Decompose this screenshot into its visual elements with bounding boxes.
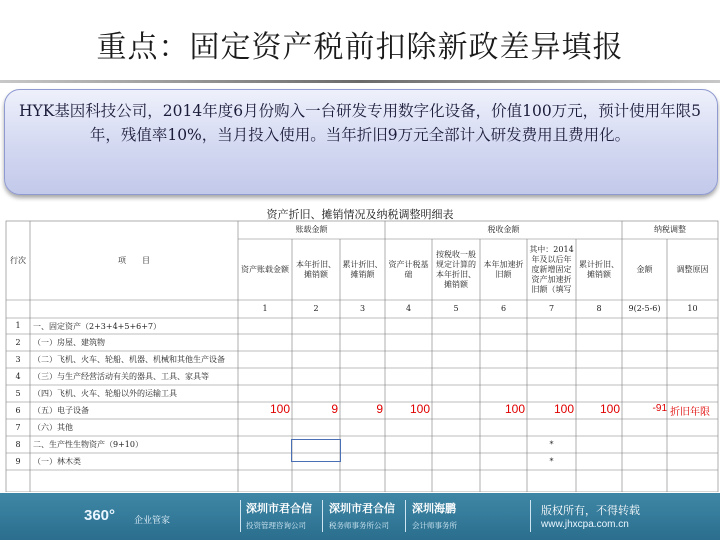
- colnum-10: 10: [687, 304, 698, 313]
- subheader-book-value: 资产账载金额: [241, 264, 289, 274]
- subheader-adjust-amount: 金额: [636, 264, 653, 274]
- cell-tax-basis[interactable]: 100: [409, 402, 430, 416]
- row-number: 8: [15, 439, 21, 449]
- header-row-number: 行次: [10, 255, 26, 265]
- partner-subtitle: 投资管理咨询公司: [246, 521, 306, 530]
- star-marker: *: [549, 439, 554, 449]
- header-book-amount: 账载金额: [295, 225, 328, 234]
- colnum-8: 8: [596, 304, 602, 313]
- row-label: （六）其他: [33, 423, 73, 432]
- logo-text: 360°: [84, 507, 116, 524]
- cell-tax-accumulated[interactable]: 100: [599, 402, 620, 416]
- cell-book-accumulated[interactable]: 9: [376, 402, 383, 416]
- cell-book-depreciation[interactable]: 9: [331, 402, 338, 416]
- header-tax-adjust: 纳税调整: [654, 225, 686, 234]
- subheader-tax-accumulated: 累计折旧、摊销额: [579, 259, 619, 279]
- row-label: 一、固定资产（2+3+4+5+6+7）: [33, 322, 162, 331]
- copyright-notice: 版权所有，不得转载: [541, 504, 640, 517]
- company-logo[interactable]: [84, 507, 115, 524]
- cell-adjust-reason[interactable]: 折旧年限: [670, 407, 710, 418]
- colnum-3: 3: [359, 304, 366, 313]
- partner-name[interactable]: 深圳市君合信: [246, 502, 312, 515]
- row-number: 5: [15, 388, 21, 398]
- row-number: 3: [15, 354, 21, 364]
- footer-separator: [322, 500, 323, 532]
- selected-cell[interactable]: [291, 439, 341, 462]
- row-number: 4: [15, 371, 21, 381]
- row-number: 2: [15, 337, 21, 347]
- logo-subtitle: 企业管家: [134, 516, 171, 526]
- footer-separator: [240, 500, 241, 532]
- cell-accelerated[interactable]: 100: [504, 402, 525, 416]
- row-number: 1: [15, 321, 21, 330]
- colnum-5: 5: [453, 304, 459, 313]
- partner-name[interactable]: 深圳海鹏: [412, 502, 456, 515]
- slide-title: 重点：固定资产税前扣除新政差异填报: [96, 30, 624, 65]
- colnum-7: 7: [548, 304, 555, 313]
- cell-adjust-amount[interactable]: -91: [652, 403, 667, 414]
- subheader-adjust-reason: 调整原因: [676, 264, 709, 274]
- colnum-2: 2: [313, 304, 319, 313]
- website-link[interactable]: www.jhxcpa.com.cn: [541, 519, 629, 530]
- subheader-tax-basis: 资产计税基础: [388, 259, 429, 279]
- cell-book-value[interactable]: 100: [269, 402, 290, 416]
- partner-subtitle: 税务师事务所公司: [329, 521, 389, 530]
- row-label: （一）房屋、建筑物: [33, 338, 105, 347]
- footer-separator: [530, 500, 531, 532]
- row-label: 二、生产性生物资产（9+10）: [33, 440, 143, 449]
- subheader-book-accumulated: 累计折旧、摊销额: [342, 259, 383, 279]
- callout-text: HYK基因科技公司，2014年度6月份购入一台研发专用数字化设备，价值100万元，预计使用年限5年，残值率10%，当月投入使用。当年折旧9万元全部计入研发费用且费用化。: [18, 102, 702, 144]
- spreadsheet[interactable]: [0, 202, 720, 492]
- header-item: 项 目: [118, 255, 150, 265]
- row-label: （五）电子设备: [33, 406, 89, 415]
- row-label: （三）与生产经营活动有关的器具、工具、家具等: [33, 372, 209, 381]
- subheader-general-depreciation: 按税收一般规定计算的本年折旧、摊销额: [436, 249, 476, 289]
- sheet-caption: 资产折旧、摊销情况及纳税调整明细表: [266, 208, 454, 221]
- colnum-6: 6: [500, 304, 507, 313]
- cell-2014-accelerated[interactable]: 100: [553, 402, 574, 416]
- header-tax-amount: 税收金额: [487, 225, 520, 234]
- row-label: （四）飞机、火车、轮船以外的运输工具: [33, 389, 177, 398]
- row-label: （二）飞机、火车、轮船、机器、机械和其他生产设备: [33, 355, 225, 364]
- colnum-4: 4: [405, 304, 412, 313]
- partner-name[interactable]: 深圳市君合信: [329, 502, 395, 515]
- subheader-2014-accelerated: 其中：2014年及以后年度新增固定资产加速折旧额（填写: [529, 244, 574, 294]
- row-number: 6: [15, 405, 21, 415]
- title-divider: [0, 80, 720, 83]
- subheader-book-depreciation: 本年折旧、摊销额: [296, 259, 336, 279]
- row-number: 9: [15, 456, 21, 466]
- row-label: （一）林木类: [33, 457, 81, 466]
- partner-subtitle: 会计师事务所: [412, 521, 457, 530]
- row-number: 7: [15, 422, 21, 432]
- colnum-9: 9(2-5-6): [628, 304, 661, 313]
- subheader-accelerated: 本年加速折旧额: [483, 259, 524, 279]
- colnum-1: 1: [262, 304, 268, 313]
- star-marker: *: [549, 456, 554, 466]
- footer-separator: [405, 500, 406, 532]
